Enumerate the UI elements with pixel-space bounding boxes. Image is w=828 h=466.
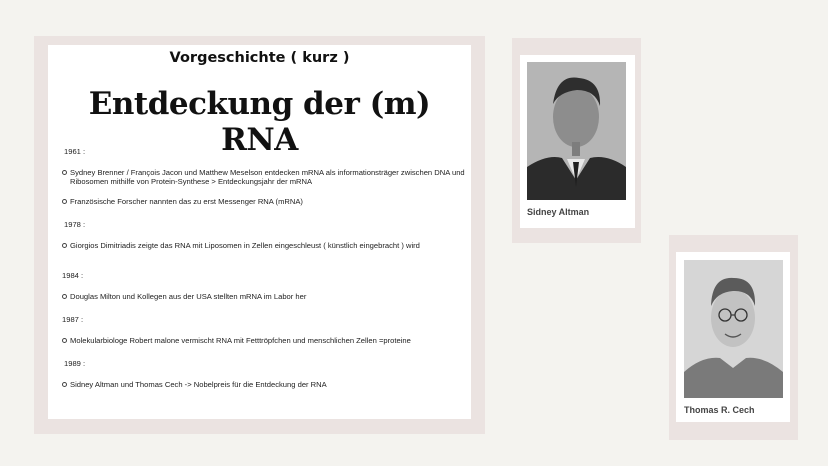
timeline-entry-1989: Sidney Altman und Thomas Cech -> Nobelpreis für die Entdeckung der RNA <box>70 380 327 389</box>
timeline-entry-1978: Giorgios Dimitriadis zeigte das RNA mit Liposomen in Zellen eingeschleust ( künstlich eingebracht ) wird <box>70 241 420 250</box>
bullet-dot <box>62 294 67 299</box>
photo-caption-altman: Sidney Altman <box>527 207 590 217</box>
timeline-entry-1987: Molekularbiologe Robert malone vermischt RNA mit Fetttröpfchen und menschlichen Zellen =proteine <box>70 336 411 345</box>
bullet-dot <box>62 243 67 248</box>
portrait-photo-altman <box>527 62 626 200</box>
bullet-dot <box>62 170 67 175</box>
timeline-entry-1961-discovery: Sydney Brenner / François Jacon und Matthew Meselson entdecken mRNA als informationsträger zwischen DNA und Ribosomen mithilfe von Protein-Synthese > Entdeckungsjahr der mRNA <box>70 168 465 186</box>
bullet-dot <box>62 382 67 387</box>
slide-title: Entdeckung der (m) RNA <box>88 86 431 158</box>
timeline-year-1987: 1987 : <box>62 315 84 324</box>
portrait-photo-cech <box>684 260 783 398</box>
timeline-year-1978: 1978 : <box>64 220 86 229</box>
slide-subtitle: Vorgeschichte ( kurz ) <box>169 50 350 66</box>
timeline-entry-1961-naming: Französische Forscher nannten das zu erst Messenger RNA (mRNA) <box>70 197 303 206</box>
timeline-year-1989: 1989 : <box>64 359 86 368</box>
bullet-dot <box>62 338 67 343</box>
photo-caption-cech: Thomas R. Cech <box>684 405 755 415</box>
bullet-dot <box>62 199 67 204</box>
timeline-year-1984: 1984 : <box>62 271 84 280</box>
timeline-entry-1984: Douglas Milton und Kollegen aus der USA stellten mRNA im Labor her <box>70 292 307 301</box>
timeline-year-1961: 1961 : <box>64 147 86 156</box>
